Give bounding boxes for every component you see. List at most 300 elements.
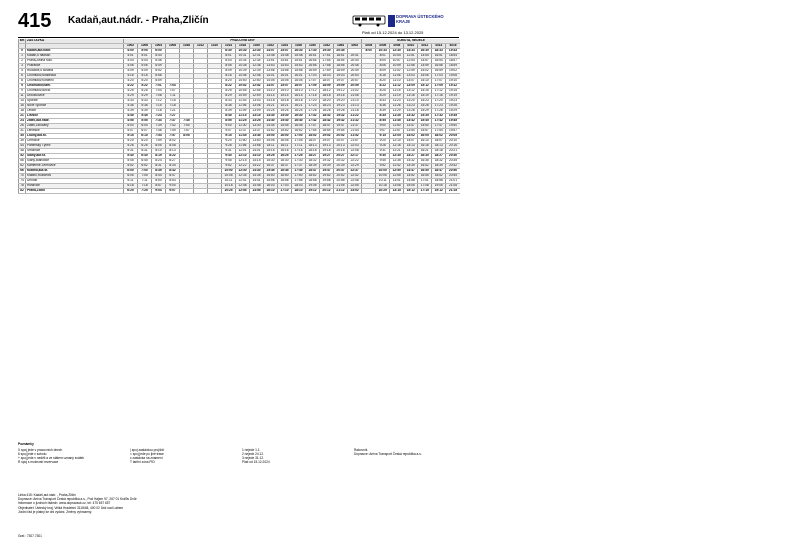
departure-time: 15:07 — [278, 84, 292, 89]
departure-time: 14:30 — [264, 114, 278, 119]
departure-time: 21:22 — [348, 114, 362, 119]
departure-time: 11:15 — [390, 89, 404, 94]
departure-time: 12:34 — [250, 59, 264, 64]
departure-time: 16:24 — [292, 109, 306, 114]
departure-time: 15:02 — [418, 69, 432, 74]
departure-time: 11:19 — [390, 94, 404, 99]
trip-number: 4014 — [432, 44, 446, 49]
km-cell: 3 — [19, 64, 26, 69]
departure-time: 8:45 — [376, 114, 390, 119]
stop-name: Žatec,aut.nádr. — [26, 119, 124, 124]
km-cell: 4 — [19, 69, 26, 74]
departure-time: 19:16 — [334, 94, 348, 99]
departure-time: 9:15 — [222, 134, 236, 139]
km-cell: 62 — [20, 163, 24, 168]
departure-time: 12:39 — [250, 69, 264, 74]
legend-item: T tarifní zóna PID — [130, 460, 155, 465]
departure-time: 6:52 — [138, 164, 152, 169]
departure-time: 14:18 — [264, 99, 278, 104]
col-km: km — [19, 39, 25, 43]
departure-time: 15:45 — [418, 119, 432, 124]
km-cell: 39 — [20, 138, 24, 143]
departure-time: 19:12 — [334, 89, 348, 94]
departure-time: 21:16 — [348, 109, 362, 114]
departure-time: 6:44 — [152, 54, 166, 59]
departure-time: 5:05 — [138, 49, 152, 54]
departure-time: 14:39 — [404, 164, 418, 169]
departure-time: 16:07 — [292, 84, 306, 89]
trip-number: 1014 — [222, 44, 236, 49]
departure-time: 17:07 — [306, 79, 320, 84]
departure-time: 11:35 — [390, 114, 404, 119]
departure-time: 6:45 — [138, 159, 152, 164]
departure-time: 5:20 — [138, 79, 152, 84]
departure-time: 7:18 — [138, 184, 152, 189]
departure-time: 4:36 — [124, 104, 138, 109]
departure-time: 13:42 — [404, 119, 418, 124]
departure-time: 19:26 — [446, 104, 460, 109]
departure-time: 16:56 — [306, 64, 320, 69]
group-work: PRACOVNÍ DNY — [124, 39, 362, 44]
departure-time: 8:04 — [222, 59, 236, 64]
legend-item: R spoj s možností rezervace — [18, 460, 59, 465]
departure-time: 10:36 — [236, 64, 250, 69]
departure-time: 17:50 — [292, 174, 306, 179]
departure-time: 22:42 — [348, 174, 362, 179]
departure-time: 6:56 — [152, 74, 166, 79]
timetable-grid — [18, 39, 460, 194]
departure-time: 13:45 — [250, 134, 264, 139]
departure-time: 18:07 — [432, 139, 446, 144]
departure-time: 12:51 — [404, 54, 418, 59]
legend — [18, 442, 458, 465]
departure-time: 15:10 — [418, 79, 432, 84]
departure-time: 14:05 — [264, 79, 278, 84]
departure-time: 18:07 — [320, 79, 334, 84]
departure-time: 6:00 — [138, 124, 152, 129]
departure-time: 20:55 — [446, 174, 460, 179]
legend-item: 1 nejede 1.1. — [242, 448, 261, 452]
km-cell: 24 — [20, 118, 24, 123]
departure-time: 11:25 — [236, 119, 250, 124]
departure-time: 13:25 — [250, 119, 264, 124]
departure-time: 16:30 — [292, 49, 306, 54]
departure-time: 18:03 — [292, 184, 306, 189]
stop-name: Kamenné Žehrovice — [26, 164, 124, 169]
departure-time: 8:25 — [222, 89, 236, 94]
departure-time: 9:04 — [152, 189, 166, 194]
departure-time: 9:15 — [376, 134, 390, 139]
departure-time: 19:35 — [446, 114, 460, 119]
footer-line: Objednatel: Ústecký kraj, Velká Hradební 3118/48, 400 02 Ústí nad Labem — [18, 505, 124, 510]
departure-time: 19:07 — [334, 79, 348, 84]
departure-time: 10:18 — [222, 184, 236, 189]
departure-time: 19:32 — [320, 159, 334, 164]
departure-time: 16:35 — [418, 159, 432, 164]
departure-time: 6:31 — [138, 149, 152, 154]
departure-time: 22:17 — [348, 154, 362, 159]
departure-time: 16:56 — [278, 179, 292, 184]
departure-time: 17:26 — [432, 109, 446, 114]
departure-time: 10:57 — [390, 59, 404, 64]
departure-time: 15:48 — [292, 54, 306, 59]
departure-time: 13:23 — [404, 104, 418, 109]
departure-time: 11:06 — [390, 74, 404, 79]
departure-time: 8:39 — [152, 169, 166, 174]
departure-time: 15:11 — [264, 144, 278, 149]
departure-time: 10:54 — [390, 54, 404, 59]
departure-time: 19:29 — [446, 109, 460, 114]
departure-time: 19:19 — [446, 94, 460, 99]
departure-time: 19:47 — [320, 169, 334, 174]
departure-time: 14:56 — [278, 69, 292, 74]
departure-time: 14:32 — [404, 159, 418, 164]
departure-time: 9:00 — [222, 124, 236, 129]
stop-name: Chomutov,Kostelní — [26, 79, 124, 84]
departure-time: 12:59 — [404, 69, 418, 74]
group-weekend: SOBOTA, NEDĚLE — [362, 39, 460, 44]
departure-time: 7:54 — [152, 134, 166, 139]
departure-time: 5:04 — [138, 59, 152, 64]
departure-time: 17:00 — [292, 134, 306, 139]
departure-time: 12:01 — [236, 149, 250, 154]
departure-time: 17:12 — [432, 89, 446, 94]
departure-time: 13:15 — [250, 114, 264, 119]
trip-number: 1084 — [334, 44, 348, 49]
departure-time: 9:45 — [222, 159, 236, 164]
departure-time: 16:30 — [278, 159, 292, 164]
departure-time: 17:42 — [432, 119, 446, 124]
departure-time: 15:05 — [278, 79, 292, 84]
departure-time: 12:10 — [236, 154, 250, 159]
stop-name: Žatec,Libočany — [26, 124, 124, 129]
departure-time: 19:30 — [320, 49, 334, 54]
departure-time: 7:50 — [180, 124, 194, 129]
departure-time: 13:09 — [250, 109, 264, 114]
departure-time: 20:45 — [334, 49, 348, 54]
departure-time: 17:16 — [292, 149, 306, 154]
departure-time: 7:25 — [138, 189, 152, 194]
logo-mark-icon — [388, 15, 395, 27]
departure-time: 10:00 — [376, 169, 390, 174]
departure-time: 5:00 — [124, 124, 138, 129]
stop-name: Praha,Zličín — [26, 189, 124, 194]
timetable-body — [19, 49, 460, 194]
departure-time: 18:32 — [432, 159, 446, 164]
departure-time: 4:00 — [124, 49, 138, 54]
departure-time: 9:20 — [376, 139, 390, 144]
departure-time: 16:21 — [292, 104, 306, 109]
departure-time: 11:29 — [390, 109, 404, 114]
departure-time: 12:36 — [250, 64, 264, 69]
departure-time: 13:56 — [264, 69, 278, 74]
departure-time: 14:54 — [418, 54, 432, 59]
departure-time: 6:25 — [124, 189, 138, 194]
departure-time: 18:58 — [432, 179, 446, 184]
departure-time: 22:48 — [348, 179, 362, 184]
departure-time: 18:54 — [320, 129, 334, 134]
km-cell: 6 — [19, 74, 26, 79]
stop-name: Droužkovice — [26, 94, 124, 99]
line-number: 415 — [18, 10, 52, 32]
departure-time: 8:01 — [376, 54, 390, 59]
departure-time: 6:00 — [124, 169, 138, 174]
departure-time: 22:37 — [348, 169, 362, 174]
departure-time: 21:37 — [348, 124, 362, 129]
departure-time: 16:42 — [418, 164, 432, 169]
departure-time: 16:59 — [306, 69, 320, 74]
departure-time: 18:02 — [306, 134, 320, 139]
km-cell: 26 — [20, 123, 24, 128]
departure-time: 15:05 — [264, 139, 278, 144]
departure-time: 16:21 — [418, 149, 432, 154]
departure-time: 8:25 — [376, 89, 390, 94]
departure-time: 15:01 — [278, 74, 292, 79]
departure-time: 19:45 — [446, 119, 460, 124]
departure-time: 7:24 — [152, 114, 166, 119]
departure-time: 17:20 — [306, 99, 320, 104]
stop-name: Černčice — [26, 139, 124, 144]
departure-time: 15:30 — [264, 159, 278, 164]
departure-time: 17:54 — [320, 59, 334, 64]
km-cell: 56 — [20, 158, 24, 163]
departure-time: 5:22 — [138, 84, 152, 89]
departure-time: 20:12 — [320, 189, 334, 194]
departure-time: 19:05 — [306, 184, 320, 189]
stop-name: Kladno,Rozdělov — [26, 174, 124, 179]
departure-time: 16:10 — [418, 139, 432, 144]
departure-time: 8:27 — [166, 159, 180, 164]
stop-name: Louny,aut.st. — [26, 134, 124, 139]
departure-time: 18:33 — [432, 49, 446, 54]
departure-time: 15:05 — [404, 184, 418, 189]
stop-name: Nové Spořice — [26, 104, 124, 109]
departure-time: 16:03 — [264, 184, 278, 189]
departure-time: 21:15 — [446, 189, 460, 194]
departure-time: 15:00 — [264, 134, 278, 139]
departure-time: 7:00 — [138, 169, 152, 174]
departure-time: 7:18 — [166, 104, 180, 109]
departure-time: 19:05 — [432, 184, 446, 189]
departure-time: 17:56 — [292, 179, 306, 184]
departure-time: 17:30 — [292, 159, 306, 164]
departure-time: 17:30 — [306, 49, 320, 54]
departure-time: 14:47 — [404, 169, 418, 174]
departure-time: 7:49 — [166, 129, 180, 134]
departure-time: 4:09 — [124, 69, 138, 74]
departure-time: 11:10 — [390, 79, 404, 84]
departure-time: 14:22 — [250, 164, 264, 169]
trip-number: 1038 — [180, 44, 194, 49]
departure-time: 18:52 — [306, 174, 320, 179]
departure-time: 10:55 — [236, 89, 250, 94]
departure-time: 8:02 — [166, 139, 180, 144]
departure-time: 7:15 — [152, 104, 166, 109]
departure-time: 22:55 — [348, 184, 362, 189]
departure-time: 20:13 — [334, 144, 348, 149]
departure-time: 16:50 — [418, 169, 432, 174]
departure-time: 21:06 — [348, 94, 362, 99]
departure-time: 12:42 — [390, 164, 404, 169]
departure-time: 8:05 — [152, 144, 166, 149]
departure-time: 10:50 — [236, 79, 250, 84]
departure-time: 17:08 — [418, 184, 432, 189]
departure-time: 9:26 — [222, 144, 236, 149]
departure-time: 15:56 — [264, 179, 278, 184]
departure-time: 5:09 — [138, 69, 152, 74]
departure-time: 7:45 — [180, 119, 194, 124]
departure-time: 11:02 — [390, 69, 404, 74]
departure-time: 7:05 — [138, 174, 152, 179]
departure-time: 14:41 — [250, 179, 264, 184]
departure-time: 8:55 — [222, 119, 236, 124]
departure-time: 13:26 — [404, 109, 418, 114]
departure-time: 20:02 — [334, 134, 348, 139]
departure-time: 9:20 — [222, 139, 236, 144]
departure-time: 13:20 — [404, 99, 418, 104]
departure-time: 9:00 — [166, 184, 180, 189]
trip-number: 1020 — [250, 44, 264, 49]
departure-time: 21:12 — [334, 189, 348, 194]
trip-number: 1018 — [236, 44, 250, 49]
departure-time: 15:21 — [278, 104, 292, 109]
legend-col-2 — [130, 448, 240, 464]
departure-time: 12:30 — [250, 49, 264, 54]
departure-time: 16:01 — [292, 74, 306, 79]
km-cell: 8 — [19, 79, 26, 84]
departure-time: 13:07 — [404, 79, 418, 84]
departure-time: 14:51 — [278, 59, 292, 64]
departure-time: 10:30 — [236, 49, 250, 54]
departure-time: 13:09 — [404, 84, 418, 89]
departure-time: 9:31 — [376, 149, 390, 154]
departure-time: 8:47 — [166, 174, 180, 179]
departure-time: 18:39 — [432, 164, 446, 169]
departure-time: 15:50 — [264, 174, 278, 179]
departure-time: 14:27 — [404, 154, 418, 159]
departure-time: 6:00 — [152, 49, 166, 54]
stop-name: Chomutov,nám. — [26, 84, 124, 89]
departure-time: 16:05 — [278, 139, 292, 144]
departure-time: 15:35 — [418, 114, 432, 119]
departure-time: 20:10 — [446, 139, 460, 144]
departure-time: 16:05 — [418, 134, 432, 139]
departure-time: 8:39 — [222, 109, 236, 114]
departure-time: 4:33 — [124, 99, 138, 104]
departure-time: 10:33 — [376, 49, 390, 54]
departure-time: 9:07 — [222, 129, 236, 134]
departure-time: 17:01 — [418, 179, 432, 184]
departure-time: 11:03 — [236, 99, 250, 104]
departure-time: 20:59 — [348, 84, 362, 89]
departure-time: 14:55 — [250, 189, 264, 194]
departure-time: 15:14 — [278, 94, 292, 99]
trip-number: 1002 — [124, 44, 138, 49]
departure-time: 20:30 — [446, 154, 460, 159]
departure-time: 9:40 — [376, 154, 390, 159]
km-cell: 1 — [19, 54, 26, 59]
departure-time: 19:26 — [334, 109, 348, 114]
departure-time: 6:18 — [124, 184, 138, 189]
departure-time: 19:18 — [320, 149, 334, 154]
departure-time: 19:32 — [334, 114, 348, 119]
departure-time: 17:47 — [306, 124, 320, 129]
departure-time: 14:07 — [264, 49, 278, 54]
departure-time: 9:00 — [376, 124, 390, 129]
departure-time: 7:37 — [166, 119, 180, 124]
km-cell: 18 — [20, 108, 24, 113]
departure-time: 15:19 — [418, 94, 432, 99]
departure-time: 5:06 — [138, 64, 152, 69]
departure-time: 12:35 — [236, 174, 250, 179]
departure-time: 18:59 — [334, 69, 348, 74]
departure-time: 16:10 — [292, 89, 306, 94]
departure-time: 6:52 — [152, 69, 166, 74]
departure-time: 15:12 — [404, 189, 418, 194]
km-cell: 11 — [20, 93, 24, 98]
departure-time: 21:08 — [446, 184, 460, 189]
departure-time: 5:07 — [124, 129, 138, 134]
departure-time: 16:55 — [418, 174, 432, 179]
departure-time: 11:37 — [236, 129, 250, 134]
departure-time: 19:10 — [446, 79, 460, 84]
departure-time: 8:16 — [222, 74, 236, 79]
footer-info — [18, 493, 458, 514]
departure-time: 20:49 — [348, 69, 362, 74]
departure-time: 21:05 — [334, 184, 348, 189]
departure-time: 17:45 — [292, 169, 306, 174]
departure-time: 8:55 — [376, 119, 390, 124]
departure-time: 13:32 — [404, 114, 418, 119]
stop-name: Lišnice — [26, 114, 124, 119]
departure-time: 19:20 — [334, 99, 348, 104]
bus-icon — [352, 15, 386, 27]
departure-time: 7:21 — [166, 109, 180, 114]
stop-name: Chomutov,aut.st. — [26, 89, 124, 94]
departure-time: 8:31 — [152, 164, 166, 169]
departure-time: 12:30 — [390, 154, 404, 159]
departure-time: 8:33 — [222, 99, 236, 104]
departure-time: 14:48 — [278, 54, 292, 59]
departure-time: 18:27 — [432, 154, 446, 159]
departure-time: 11:45 — [390, 119, 404, 124]
departure-time: 18:20 — [320, 99, 334, 104]
departure-time: 18:32 — [320, 114, 334, 119]
km-cell: 16 — [20, 103, 24, 108]
departure-time: 13:15 — [390, 189, 404, 194]
departure-time: 5:20 — [124, 139, 138, 144]
departure-time: 16:14 — [292, 94, 306, 99]
trip-number: 4010 — [404, 44, 418, 49]
departure-time: 18:18 — [432, 149, 446, 154]
departure-time: 8:42 — [166, 169, 180, 174]
departure-time: 10:34 — [236, 59, 250, 64]
departure-time: 14:33 — [404, 49, 418, 54]
departure-time: 14:15 — [250, 159, 264, 164]
departure-time: 8:09 — [376, 69, 390, 74]
departure-time: 10:11 — [376, 179, 390, 184]
departure-time: 14:18 — [404, 149, 418, 154]
departure-time: 15:15 — [418, 89, 432, 94]
departure-time: 16:37 — [278, 164, 292, 169]
departure-time: 15:25 — [264, 154, 278, 159]
departure-time: 18:03 — [320, 74, 334, 79]
departure-time: 13:03 — [404, 74, 418, 79]
departure-time: 8:19 — [152, 154, 166, 159]
departure-time: 21:10 — [348, 99, 362, 104]
departure-time: 6:30 — [222, 49, 236, 54]
departure-time: 5:45 — [138, 114, 152, 119]
